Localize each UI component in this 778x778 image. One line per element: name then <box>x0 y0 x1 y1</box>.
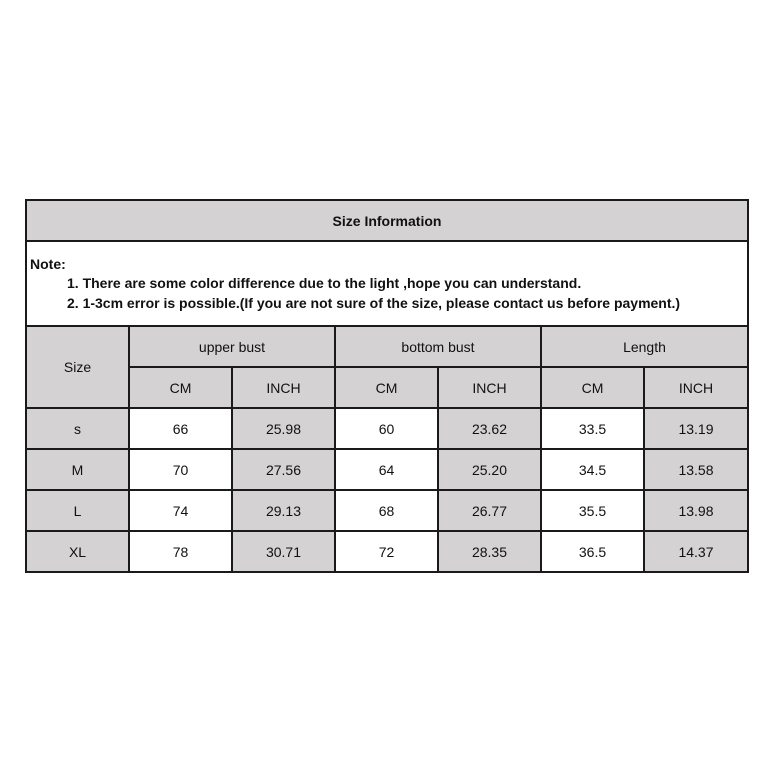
table-cell: 70 <box>129 449 232 490</box>
size-label: XL <box>26 531 129 572</box>
unit-header: INCH <box>644 367 748 408</box>
table-cell: 28.35 <box>438 531 541 572</box>
size-label: L <box>26 490 129 531</box>
table-row <box>26 449 748 490</box>
size-chart <box>25 199 747 572</box>
table-cell: 13.98 <box>644 490 748 531</box>
table-row <box>26 531 748 572</box>
group-header-upper-bust: upper bust <box>129 326 335 367</box>
unit-header: INCH <box>438 367 541 408</box>
table-cell: 68 <box>335 490 438 531</box>
table-row <box>26 490 748 531</box>
table-cell: 13.58 <box>644 449 748 490</box>
table-cell: 23.62 <box>438 408 541 449</box>
table-cell: 29.13 <box>232 490 335 531</box>
table-row <box>26 408 748 449</box>
table-cell: 27.56 <box>232 449 335 490</box>
table-cell: 33.5 <box>541 408 644 449</box>
size-header: Size <box>26 326 129 408</box>
unit-header: CM <box>129 367 232 408</box>
table-cell: 60 <box>335 408 438 449</box>
unit-header: INCH <box>232 367 335 408</box>
note-line-2: 2. 1-3cm error is possible.(If you are not sure of the size, please contact us before payment.) <box>67 295 681 311</box>
unit-header: CM <box>335 367 438 408</box>
table-title: Size Information <box>26 200 748 241</box>
table-cell: 72 <box>335 531 438 572</box>
note-line-1: 1. There are some color difference due to the light ,hope you can understand. <box>67 275 582 291</box>
size-label: M <box>26 449 129 490</box>
table-cell: 26.77 <box>438 490 541 531</box>
table-cell: 66 <box>129 408 232 449</box>
note-section <box>26 241 748 326</box>
size-table <box>25 199 749 573</box>
table-cell: 25.98 <box>232 408 335 449</box>
table-cell: 36.5 <box>541 531 644 572</box>
table-cell: 30.71 <box>232 531 335 572</box>
size-label: s <box>26 408 129 449</box>
table-cell: 14.37 <box>644 531 748 572</box>
table-cell: 13.19 <box>644 408 748 449</box>
note-label: Note: <box>30 256 66 272</box>
table-cell: 35.5 <box>541 490 644 531</box>
group-header-bottom-bust: bottom bust <box>335 326 541 367</box>
table-cell: 64 <box>335 449 438 490</box>
unit-header: CM <box>541 367 644 408</box>
table-cell: 34.5 <box>541 449 644 490</box>
table-cell: 25.20 <box>438 449 541 490</box>
table-cell: 74 <box>129 490 232 531</box>
table-cell: 78 <box>129 531 232 572</box>
group-header-length: Length <box>541 326 748 367</box>
